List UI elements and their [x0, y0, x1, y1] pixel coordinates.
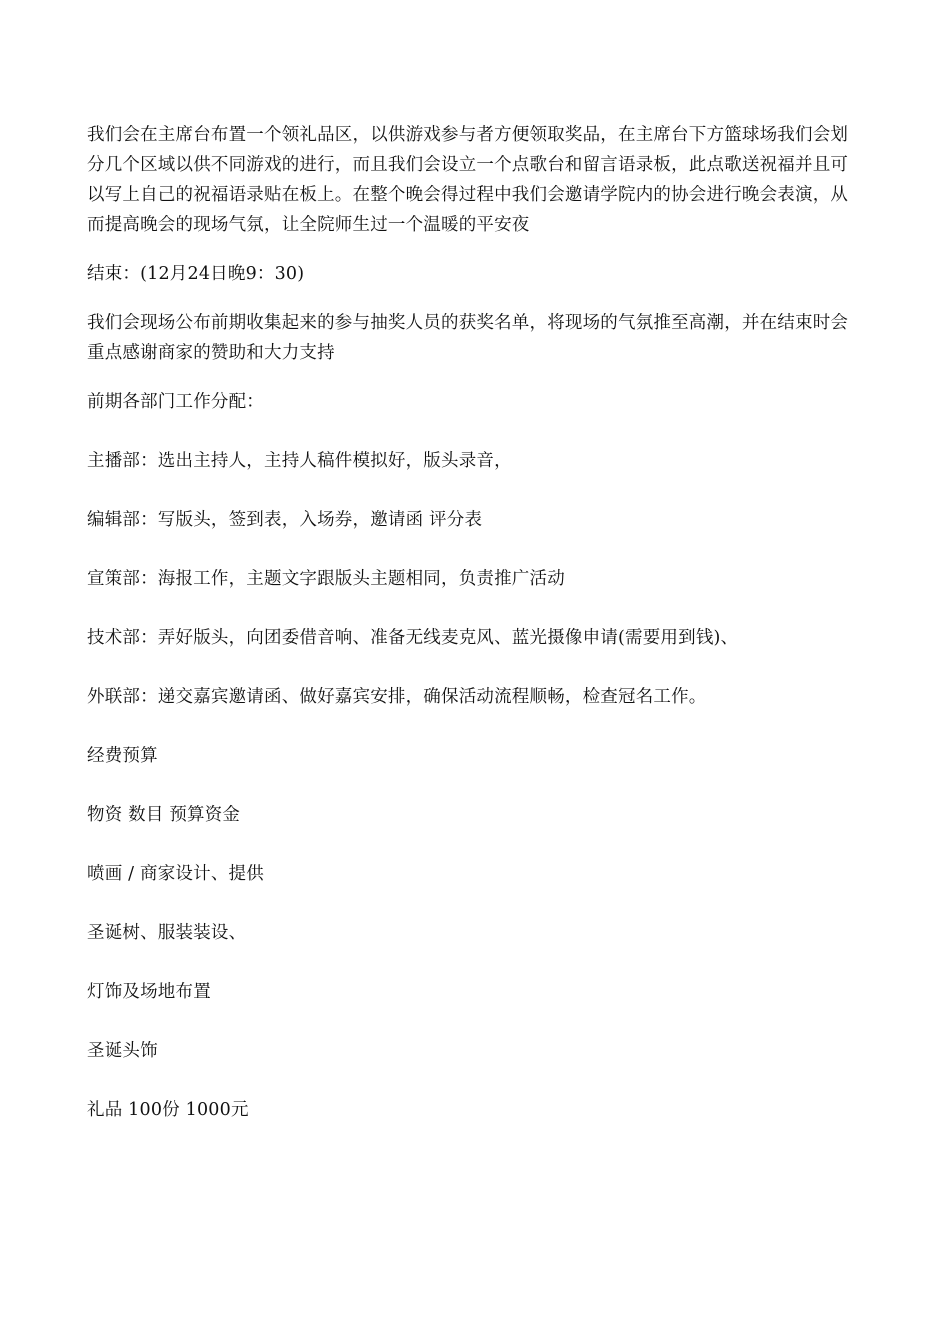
budget-item-painting: 喷画 / 商家设计、提供 [87, 864, 264, 884]
budget-header-row: 物资 数目 预算资金 [87, 805, 241, 825]
budget-item-tree-costume: 圣诞树、服装装设、 [87, 923, 247, 943]
budget-item-lighting: 灯饰及场地布置 [87, 982, 211, 1002]
task-technical-dept: 技术部：弄好版头，向团委借音响、准备无线麦克风、蓝光摄像申请(需要用到钱)、 [87, 628, 739, 648]
paragraph-ending-description: 我们会现场公布前期收集起来的参与抽奖人员的获奖名单，将现场的气氛推至高潮，并在结束时会重点感谢商家的赞助和大力支持 [87, 313, 849, 363]
task-broadcast-dept: 主播部：选出主持人，主持人稿件模拟好，版头录音， [87, 451, 512, 471]
paragraph-venue-setup: 我们会在主席台布置一个领礼品区，以供游戏参与者方便领取奖品，在主席台下方篮球场我们会划分几个区域以供不同游戏的进行，而且我们会设立一个点歌台和留言语录板，此点歌送祝福并且可以写上自己的祝福语录贴在板上。在整个晚会得过程中我们会邀请学院内的协会进行晚会表演，从而提高晚会的现场气氛，让全院师生过一个温暖的平安夜 [87, 125, 849, 235]
budget-item-gifts: 礼品 100份 1000元 [87, 1100, 249, 1120]
task-publicity-dept: 宣策部：海报工作，主题文字跟版头主题相同，负责推广活动 [87, 569, 565, 589]
task-external-dept: 外联部：递交嘉宾邀请函、做好嘉宾安排，确保活动流程顺畅，检查冠名工作。 [87, 687, 707, 707]
heading-budget: 经费预算 [87, 746, 158, 766]
paragraph-ending-time: 结束：(12月24日晚9：30) [87, 264, 305, 284]
document-page [87, 120, 857, 1154]
heading-department-tasks: 前期各部门工作分配： [87, 392, 264, 412]
task-editing-dept: 编辑部：写版头，签到表，入场券，邀请函 评分表 [87, 510, 483, 530]
budget-item-headwear: 圣诞头饰 [87, 1041, 158, 1061]
